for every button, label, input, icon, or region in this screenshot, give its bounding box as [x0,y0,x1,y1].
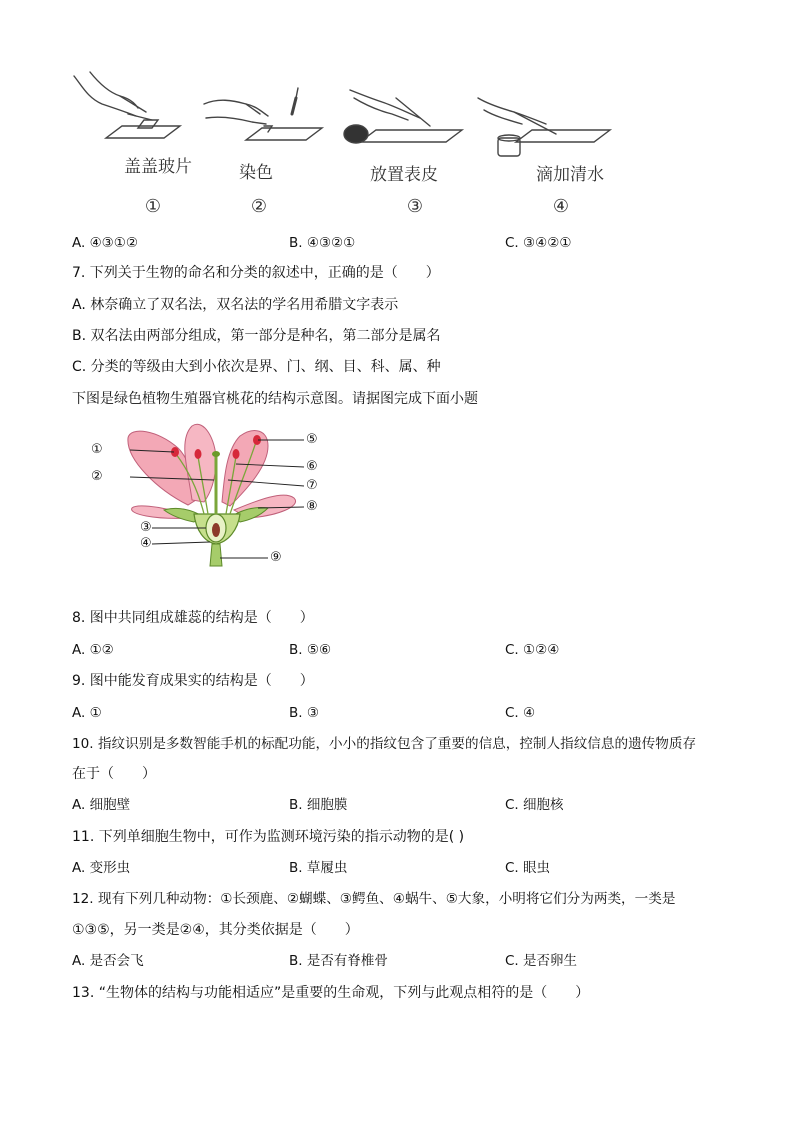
q6-option-b: B. ④③②① [289,235,356,251]
q8-option-c: C. ①②④ [505,642,560,658]
q7-option-a: A. 林奈确立了双名法，双名法的学名用希腊文字表示 [72,297,399,313]
flower-intro: 下图是绿色植物生殖器官桃花的结构示意图。请据图完成下面小题 [72,391,478,407]
q12-option-a: A. 是否会飞 [72,953,144,969]
q6-option-c: C. ③④②① [505,235,572,251]
flower-callout-6: ⑥ [306,459,318,474]
step-number-1: ① [144,196,162,217]
flower-callout-7: ⑦ [306,478,318,493]
flower-callout-8: ⑧ [306,499,318,514]
step-label-dripping-water: 滴加清水 [536,165,604,185]
q12-option-b: B. 是否有脊椎骨 [289,953,388,969]
flower-callout-9: ⑨ [270,550,282,565]
placing-epidermis-illustration [344,90,462,143]
q10-stem-line1: 10. 指纹识别是多数智能手机的标配功能，小小的指纹包含了重要的信息，控制人指纹信息的遗传物质存 [72,736,697,752]
q8-option-b: B. ⑤⑥ [289,642,332,658]
flower-callout-5: ⑤ [306,432,318,447]
q12-stem-line1: 12. 现有下列几种动物：①长颈鹿、②蝴蝶、③鳄鱼、④蜗牛、⑤大象，小明将它们分为两类，一类是 [72,891,676,907]
q13-stem: 13. “生物体的结构与功能相适应”是重要的生命观，下列与此观点相符的是（ ） [72,985,590,1001]
q11-option-a: A. 变形虫 [72,860,131,876]
q7-option-b: B. 双名法由两部分组成，第一部分是种名，第二部分是属名 [72,328,441,344]
flower-callout-3: ③ [140,520,152,535]
staining-illustration [204,88,322,140]
cover-slip-illustration [74,72,180,138]
step-number-2: ② [250,196,268,217]
q12-stem-line2: ①③⑤，另一类是②④，其分类依据是（ ） [72,922,359,938]
q9-option-b: B. ③ [289,705,319,721]
q11-stem: 11. 下列单细胞生物中，可作为监测环境污染的指示动物的是( ) [72,829,465,845]
q12-option-c: C. 是否卵生 [505,953,578,969]
q11-option-c: C. 眼虫 [505,860,551,876]
q10-option-c: C. 细胞核 [505,797,564,813]
q9-option-a: A. ① [72,705,102,721]
q11-option-b: B. 草履虫 [289,860,348,876]
q6-option-a: A. ④③①② [72,235,138,251]
q7-stem: 7. 下列关于生物的命名和分类的叙述中，正确的是（ ） [72,265,440,281]
q10-option-a: A. 细胞壁 [72,797,131,813]
q8-stem: 8. 图中共同组成雄蕊的结构是（ ） [72,610,314,626]
step-label-staining: 染色 [239,163,273,183]
step-label-placing-epidermis: 放置表皮 [370,165,438,185]
step-label-cover-slip: 盖盖玻片 [124,157,192,177]
q9-option-c: C. ④ [505,705,536,721]
flower-callout-2: ② [91,469,103,484]
step-number-4: ④ [552,196,570,217]
dripping-water-illustration [478,98,610,156]
step-number-3: ③ [406,196,424,217]
q7-option-c: C. 分类的等级由大到小依次是界、门、纲、目、科、属、种 [72,359,441,375]
q8-option-a: A. ①② [72,642,114,658]
q9-stem: 9. 图中能发育成果实的结构是（ ） [72,673,314,689]
q10-stem-line2: 在于（ ） [72,766,156,782]
q10-option-b: B. 细胞膜 [289,797,348,813]
flower-callout-1: ① [91,442,103,457]
flower-callout-4: ④ [140,536,152,551]
